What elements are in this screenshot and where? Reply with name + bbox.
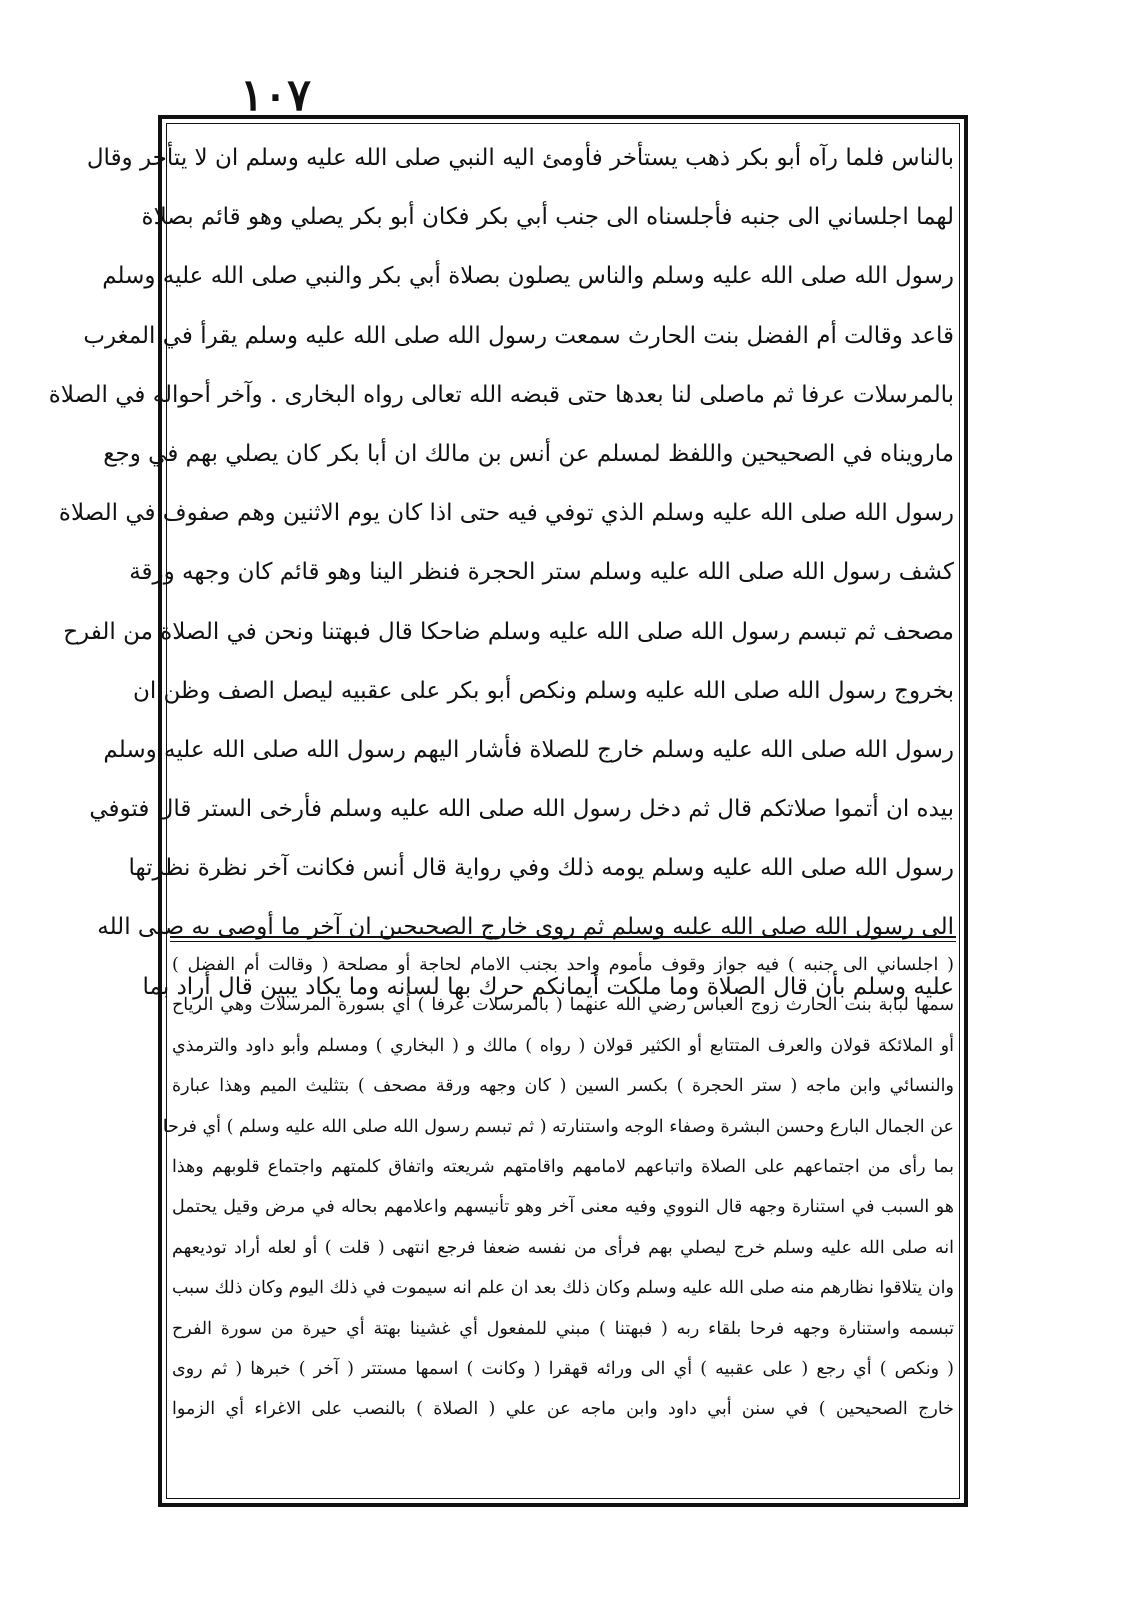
commentary-line: هو السبب في استنارة وجهه قال النووي وفيه معنى آخر وهو تأنيسهم واعلامهم بحاله في مرض وقيل يحتمل	[172, 1197, 954, 1218]
main-text-line: رسول الله صلى الله عليه وسلم خارج للصلاة فأشار اليهم رسول الله صلى الله عليه وسلم	[103, 736, 954, 763]
main-text-line: قاعد وقالت أم الفضل بنت الحارث سمعت رسول الله صلى الله عليه وسلم يقرأ في المغرب	[83, 322, 954, 349]
commentary-line: انه صلى الله عليه وسلم خرج ليصلي بهم فرأى من نفسه ضعفا فرجع انتهى ( قلت ) أو لعله أراد توديعهم	[172, 1237, 954, 1258]
main-text-line: رسول الله صلى الله عليه وسلم الذي توفي فيه حتى اذا كان يوم الاثنين وهم صفوف في الصلاة	[58, 500, 954, 527]
main-text-line: لهما اجلساني الى جنبه فأجلسناه الى جنب أبي بكر فكان أبو بكر يصلي وهو قائم بصلاة	[141, 204, 954, 231]
commentary-block	[142, 945, 954, 1430]
commentary-line: ( اجلساني الى جنبه ) فيه جواز وقوف مأموم واحد بجنب الامام لحاجة أو مصلحة ( وقالت أم الفضل )	[172, 955, 954, 975]
main-text-line: بيده ان أتموا صلاتكم قال ثم دخل رسول الله صلى الله عليه وسلم فأرخى الستر قال فتوفي	[89, 796, 954, 823]
commentary-line: سمها لبابة بنت الحارث زوج العباس رضي الله عنهما ( بالمرسلات عرفا ) أي بسورة المرسلات وهي الرياح	[172, 995, 954, 1016]
section-divider-thin	[170, 941, 956, 942]
page-frame	[48, 115, 968, 1507]
main-text-line: مصحف ثم تبسم رسول الله صلى الله عليه وسلم ضاحكا قال فبهتنا ونحن في الصلاة من الفرح	[63, 618, 954, 645]
main-text-line: بالمرسلات عرفا ثم ماصلى لنا بعدها حتى قبضه الله تعالى رواه البخارى . وآخر أحواله في الصلاة	[48, 381, 954, 408]
main-text-line: رسول الله صلى الله عليه وسلم يومه ذلك وفي رواية قال أنس فكانت آخر نظرة نظرتها	[128, 855, 954, 882]
commentary-line: عن الجمال البارع وحسن البشرة وصفاء الوجه واستنارته ( ثم تبسم رسول الله صلى الله عليه وسلم ) أي فرحا	[162, 1116, 954, 1137]
commentary-line: ( ونكص ) أي رجع ( على عقبيه ) أي الى ورائه قهقرا ( وكانت ) اسمها مستتر ( آخر ) خبرها ( ثم روى	[172, 1358, 954, 1379]
main-text-line: رسول الله صلى الله عليه وسلم والناس يصلون بصلاة أبي بكر والنبي صلى الله عليه وسلم	[102, 263, 954, 290]
main-text-line: كشف رسول الله صلى الله عليه وسلم ستر الحجرة فنظر الينا وهو قائم كان وجهه ورقة	[129, 559, 954, 586]
commentary-line: أو الملائكة قولان والعرف المتتابع أو الكثير قولان ( رواه ) مالك و ( البخاري ) ومسلم وأبو داود والترمذي	[172, 1035, 954, 1056]
main-text-line: بخروج رسول الله صلى الله عليه وسلم ونكص أبو بكر على عقبيه ليصل الصف وظن ان	[132, 677, 954, 704]
main-text-line: مارويناه في الصحيحين واللفظ لمسلم عن أنس بن مالك ان أبا بكر كان يصلي بهم في وجع	[103, 440, 954, 467]
section-divider	[170, 936, 956, 938]
commentary-line: والنسائي وابن ماجه ( ستر الحجرة ) بكسر السين ( كان وجهه ورقة مصحف ) بتثليث الميم وهذا عبارة	[172, 1076, 954, 1097]
commentary-line: تبسمه واستنارة وجهه فرحا بلقاء ربه ( فبهتنا ) مبني للمفعول أي غشينا بهتة أي حيرة من سورة الفرح	[172, 1318, 954, 1339]
main-text-line: بالناس فلما رآه أبو بكر ذهب يستأخر فأومئ اليه النبي صلى الله عليه وسلم ان لا يتأخر وقال	[86, 145, 954, 171]
commentary-line: خارج الصحيحين ) في سنن أبي داود وابن ماجه عن علي ( الصلاة ) بالنصب على الاغراء أي الزموا	[172, 1399, 954, 1420]
main-text-block	[48, 129, 954, 1017]
commentary-line: بما رأى من اجتماعهم على الصلاة واتباعهم لامامهم واقامتهم شريعته واتفاق كلمتهم واجتماع قلوبهم وهذا	[172, 1156, 954, 1177]
page-number: ١٠٧	[240, 70, 311, 121]
commentary-line: وان يتلاقوا نظارهم منه صلى الله عليه وسلم وكان ذلك بعد ان علم انه سيموت في ذلك اليوم وكان ذلك سبب	[171, 1278, 954, 1299]
main-text-line: عليه وسلم بأن قال الصلاة وما ملكت أيمانكم حرك بها لسانه وما يكاد يبين قال أراد بما	[142, 973, 954, 1000]
main-text-line: الى رسول الله صلى الله عليه وسلم ثم روى خارج الصحيحين ان آخر ما أوصى به صلى الله	[97, 914, 954, 941]
